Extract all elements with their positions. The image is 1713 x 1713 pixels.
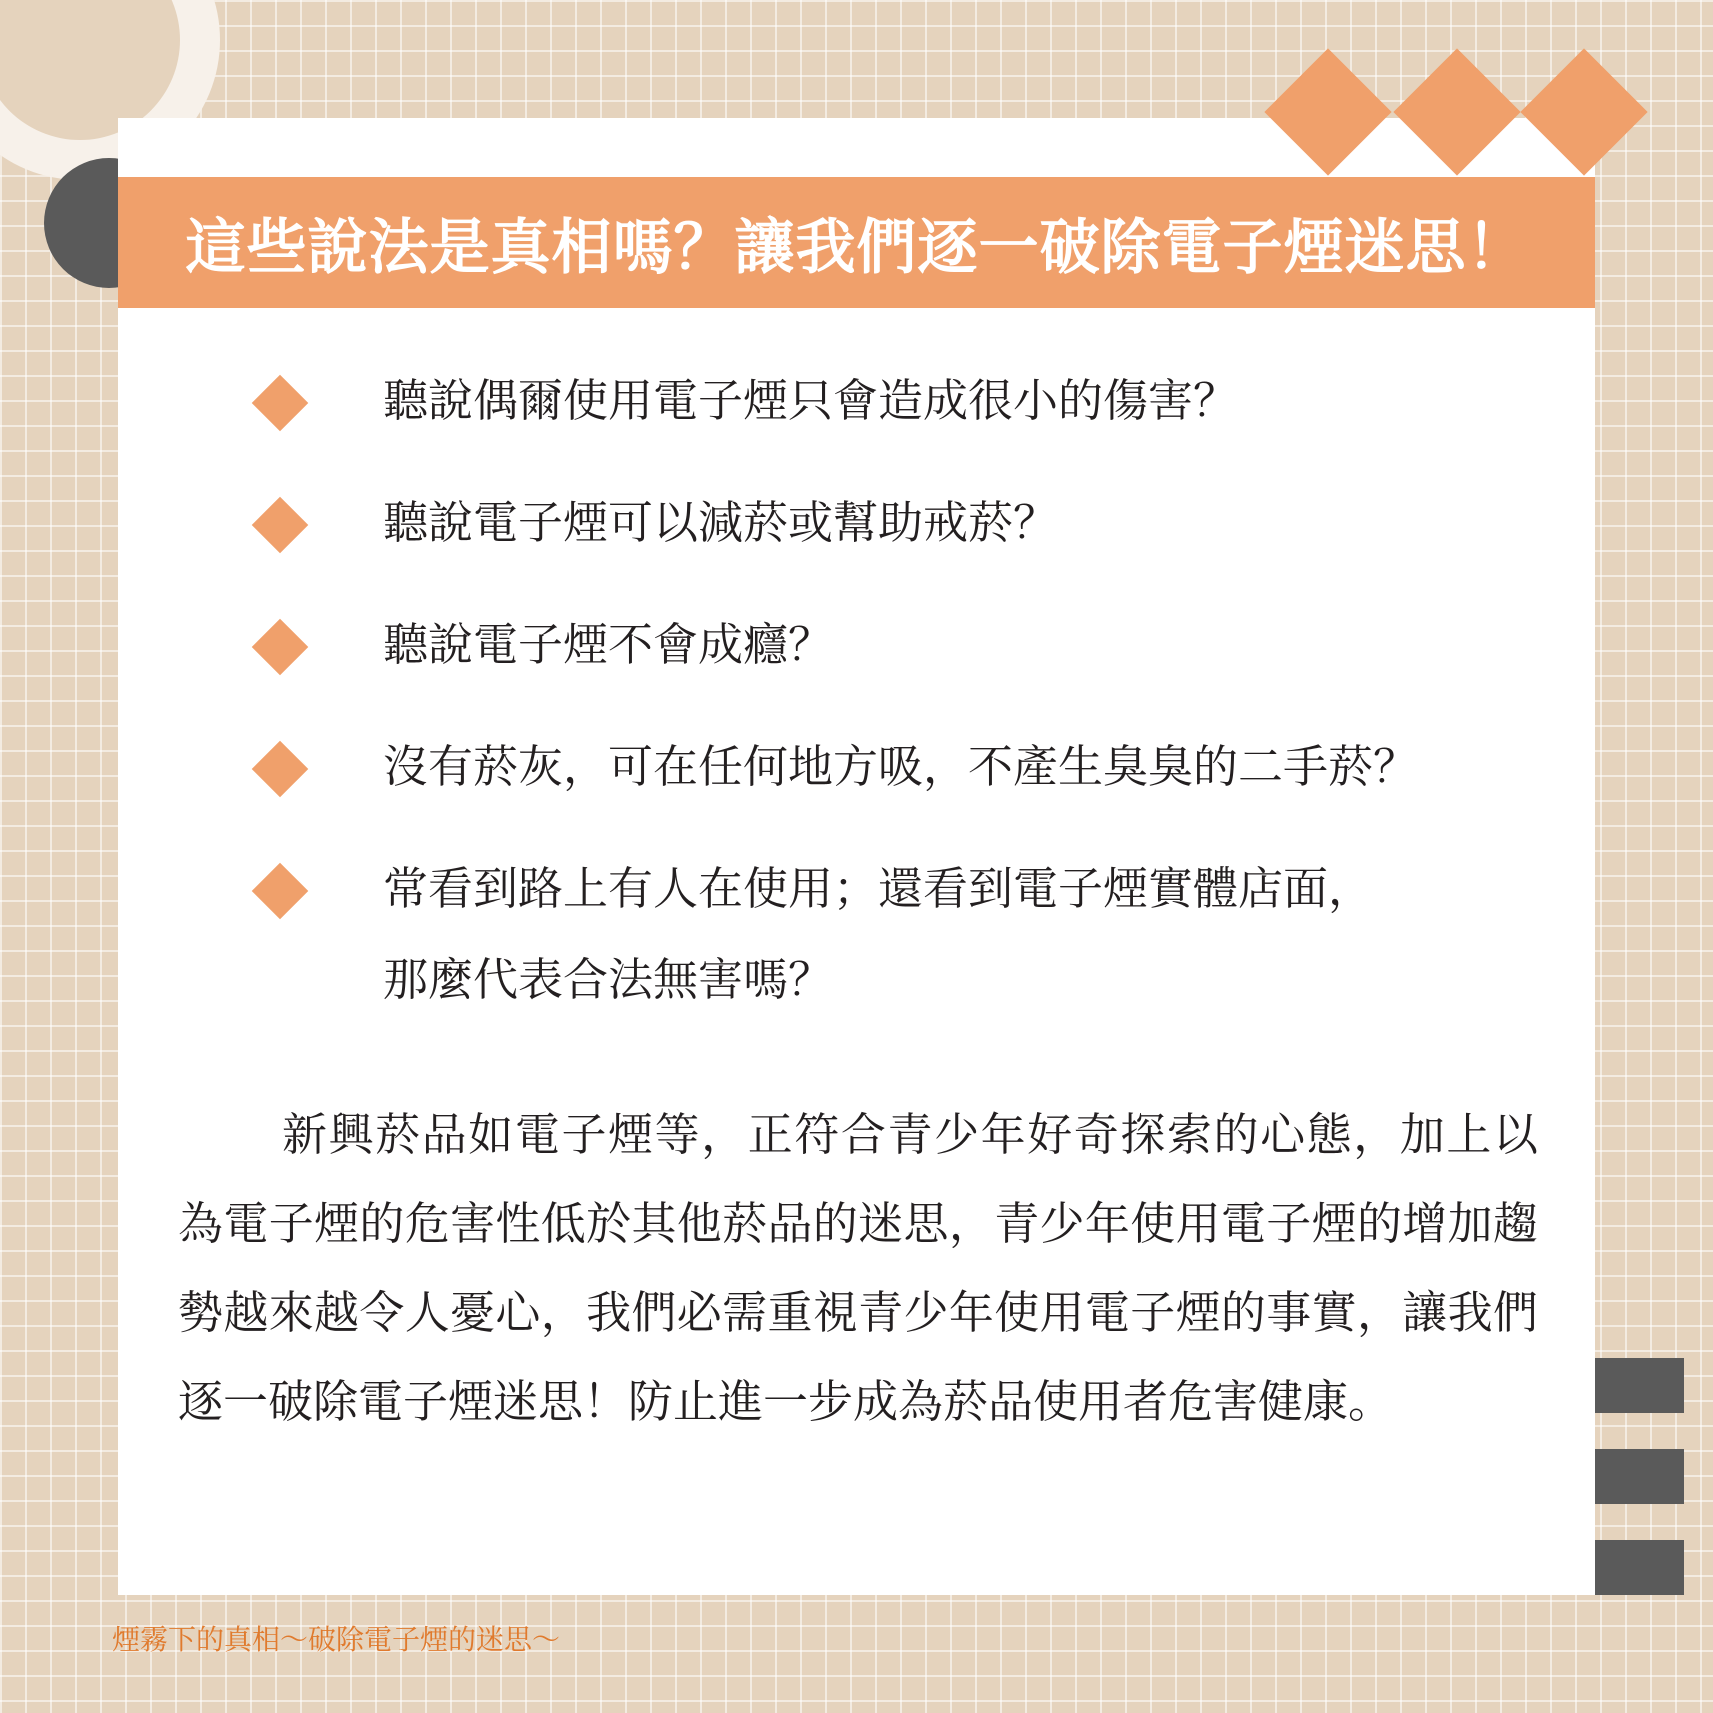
body-paragraph: 新興菸品如電子煙等，正符合青少年好奇探索的心態，加上以為電子煙的危害性低於其他菸品的迷思，青少年使用電子煙的增加趨勢越來越令人憂心，我們必需重視青少年使用電子煙的事實，讓我們逐一破除電子煙迷思！防止進一步成為菸品使用者危害健康。 xyxy=(178,1108,1538,1428)
list-item-text: 聽說電子煙可以減菸或幫助戒菸？ xyxy=(383,496,1059,549)
diamond-icon xyxy=(252,741,309,798)
list-item xyxy=(250,495,1550,550)
myth-list xyxy=(250,373,1550,1025)
page-title: 這些說法是真相嗎？讓我們逐一破除電子煙迷思！ xyxy=(185,212,1528,283)
list-item-text: 聽說偶爾使用電子煙只會造成很小的傷害？ xyxy=(383,374,1239,427)
list-item-text: 沒有菸灰，可在任何地方吸，不產生臭臭的二手菸？ xyxy=(383,740,1419,793)
list-item xyxy=(250,739,1550,794)
decorative-bar xyxy=(1595,1449,1684,1504)
footer-title: 煙霧下的真相～破除電子煙的迷思～ xyxy=(112,1623,561,1656)
diamond-icon xyxy=(252,497,309,554)
list-item xyxy=(250,617,1550,672)
list-item-text: 聽說電子煙不會成癮？ xyxy=(383,618,834,671)
list-item-text xyxy=(383,843,1373,1025)
list-item xyxy=(250,861,1550,1025)
decorative-bar xyxy=(1595,1540,1684,1595)
diamond-icon xyxy=(252,863,309,920)
diamond-icon xyxy=(252,375,309,432)
list-item-text-line-2: 那麼代表合法無害嗎？ xyxy=(383,953,834,1006)
diamond-icon xyxy=(252,619,309,676)
list-item xyxy=(250,373,1550,428)
list-item-text-line-1: 常看到路上有人在使用；還看到電子煙實體店面， xyxy=(383,862,1374,915)
decorative-bar xyxy=(1595,1358,1684,1413)
header-band xyxy=(118,177,1595,308)
